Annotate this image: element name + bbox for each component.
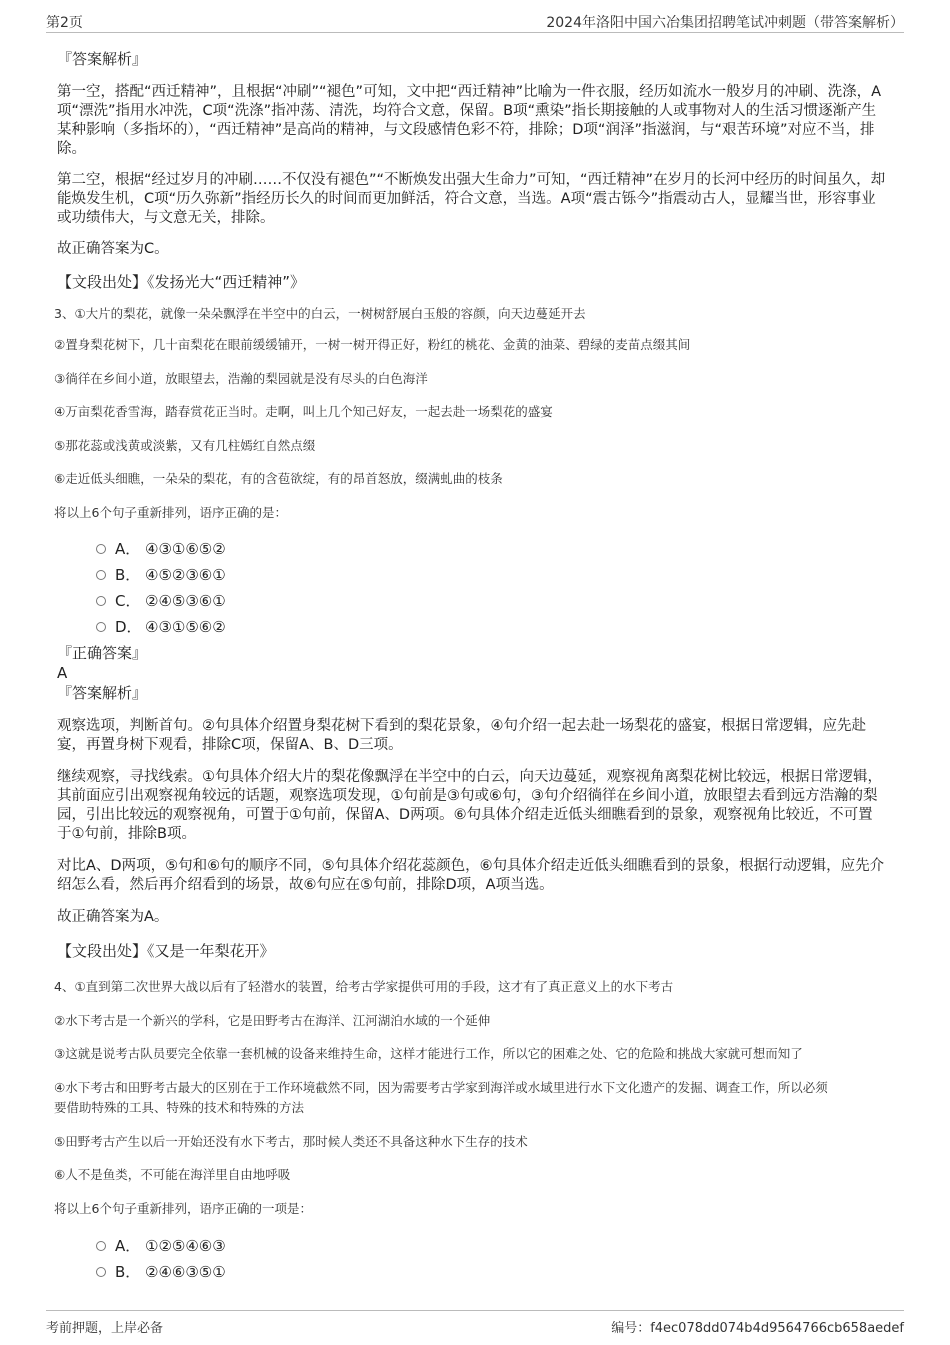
analysis-label: 『答案解析』 bbox=[57, 50, 148, 68]
analysis-paragraph: 第二空，根据“经过岁月的冲刷……不仅没有褪色”“不断焕发出强大生命力”可知，“西迁精神”在岁月的长河中经历的时间虽久，却能焕发生机，C项“历久弥新”指经历长久的时间而更加鲜活，符合文意，当选。A项“震古铄今”指震动古人，显耀当世，形容事业或功绩伟大，与文意无关，排除。 bbox=[57, 172, 886, 226]
analysis-paragraph: 继续观察，寻找线索。①句具体介绍大片的梨花像飘浮在半空中的白云，向天边蔓延，观察视角离梨花树比较远，根据日常逻辑，其前面应引出观察视角较远的话题，观察选项发现，①句前是③句或⑥句，③句介绍徜徉在乡间小道，放眼望去看到远方浩瀚的梨园，引出比较远的观察视角，可置于①句前，保留A、D两项。⑥句具体介绍走近低头细瞧看到的景象，观察视角比较近，不可置于①句前，排除B项。 bbox=[57, 769, 882, 842]
question-prompt: 将以上6个句子重新排列，语序正确的一项是： bbox=[54, 1201, 312, 1216]
radio-icon[interactable] bbox=[96, 622, 106, 632]
footer-slogan: 考前押题，上岸必备 bbox=[46, 1321, 164, 1336]
analysis-paragraph: 第一空，搭配“西迁精神”，且根据“冲刷”“褪色”可知，文中把“西迁精神”比喻为一件衣服，经历如流水一般岁月的冲刷、洗涤，A项“漂洗”指用水冲洗，C项“洗涤”指冲荡、清洗，均符合文意，保留。B项“熏染”指长期接触的人或事物对人的生活习惯逐渐产生某种影响（多指坏的），“西迁精神”是高尚的精神，与文段感情色彩不符，排除；D项“润泽”指滋润，与“艰苦环境”对应不当，排除。 bbox=[57, 84, 882, 157]
question-sentence: ④万亩梨花香雪海，踏春赏花正当时。走啊，叫上几个知己好友，一起去赴一场梨花的盛宴 bbox=[54, 404, 553, 419]
answer-conclusion: 故正确答案为C。 bbox=[57, 241, 169, 257]
document-title: 2024年洛阳中国六冶集团招聘笔试冲刺题（带答案解析） bbox=[546, 15, 904, 31]
radio-icon[interactable] bbox=[96, 596, 106, 606]
question-sentence: ②置身梨花树下，几十亩梨花在眼前缓缓铺开，一树一树开得正好，粉红的桃花、金黄的油菜、碧绿的麦苗点缀其间 bbox=[54, 337, 691, 352]
radio-icon[interactable] bbox=[96, 544, 106, 554]
option-a[interactable]: A． ①②⑤④⑥③ bbox=[96, 1235, 226, 1256]
radio-icon[interactable] bbox=[96, 570, 106, 580]
option-d[interactable]: D． ④③①⑤⑥② bbox=[96, 616, 226, 637]
page-header bbox=[46, 8, 904, 33]
source-reference: 【文段出处】《又是一年梨花开》 bbox=[57, 942, 275, 960]
question-sentence: ④水下考古和田野考古最大的区别在于工作环境截然不同，因为需要考古学家到海洋或水域里进行水下文化遗产的发掘、调查工作，所以必须 bbox=[54, 1080, 828, 1095]
option-c[interactable]: C． ②④⑤③⑥① bbox=[96, 590, 226, 611]
radio-icon[interactable] bbox=[96, 1241, 106, 1251]
answer-conclusion: 故正确答案为A。 bbox=[57, 909, 169, 925]
source-reference: 【文段出处】《发扬光大“西迁精神”》 bbox=[57, 273, 306, 291]
question-sentence: ⑤田野考古产生以后一开始还没有水下考古，那时候人类还不具备这种水下生存的技术 bbox=[54, 1134, 528, 1149]
radio-icon[interactable] bbox=[96, 1267, 106, 1277]
question-sentence: 4、①直到第二次世界大战以后有了轻潜水的装置，给考古学家提供可用的手段，这才有了真正意义上的水下考古 bbox=[54, 979, 674, 994]
question-sentence: 要借助特殊的工具、特殊的技术和特殊的方法 bbox=[54, 1100, 305, 1115]
option-b[interactable]: B． ④⑤②③⑥① bbox=[96, 564, 226, 585]
document-code: 编号：f4ec078dd074b4d9564766cb658aedef bbox=[611, 1321, 904, 1336]
question-prompt: 将以上6个句子重新排列，语序正确的是： bbox=[54, 505, 287, 520]
question-sentence: ⑥走近低头细瞧，一朵朵的梨花，有的含苞欲绽，有的昂首怒放，缀满虬曲的枝条 bbox=[54, 471, 503, 486]
page-number: 第2页 bbox=[46, 15, 83, 31]
question-sentence: ②水下考古是一个新兴的学科，它是田野考古在海洋、江河湖泊水域的一个延伸 bbox=[54, 1013, 491, 1028]
option-b[interactable]: B． ②④⑥③⑤① bbox=[96, 1261, 226, 1282]
analysis-paragraph: 对比A、D两项，⑤句和⑥句的顺序不同，⑤句具体介绍花蕊颜色，⑥句具体介绍走近低头细瞧看到的景象，根据行动逻辑，应先介绍怎么看，然后再介绍看到的场景，故⑥句应在⑤句前，排除D项，A项当选。 bbox=[57, 858, 885, 893]
option-a[interactable]: A． ④③①⑥⑤② bbox=[96, 538, 226, 559]
question-sentence: ⑥人不是鱼类，不可能在海洋里自由地呼吸 bbox=[54, 1167, 291, 1182]
page-footer bbox=[46, 1310, 904, 1337]
question-sentence: ⑤那花蕊或浅黄或淡紫，又有几柱嫣红自然点缀 bbox=[54, 438, 316, 453]
analysis-label: 『答案解析』 bbox=[57, 684, 148, 702]
question-sentence: ③这就是说考古队员要完全依靠一套机械的设备来维持生命，这样才能进行工作，所以它的困难之处、它的危险和挑战大家就可想而知了 bbox=[54, 1046, 803, 1061]
analysis-paragraph: 观察选项，判断首句。②句具体介绍置身梨花树下看到的梨花景象，④句介绍一起去赴一场梨花的盛宴，根据日常逻辑，应先赴宴，再置身树下观看，排除C项，保留A、B、D三项。 bbox=[57, 718, 866, 753]
correct-answer-label: 『正确答案』 bbox=[57, 644, 148, 662]
question-sentence: ③徜徉在乡间小道，放眼望去，浩瀚的梨园就是没有尽头的白色海洋 bbox=[54, 371, 428, 386]
correct-answer: A bbox=[57, 664, 68, 682]
question-sentence: 3、①大片的梨花，就像一朵朵飘浮在半空中的白云，一树树舒展白玉般的容颜，向天边蔓延开去 bbox=[54, 306, 586, 321]
